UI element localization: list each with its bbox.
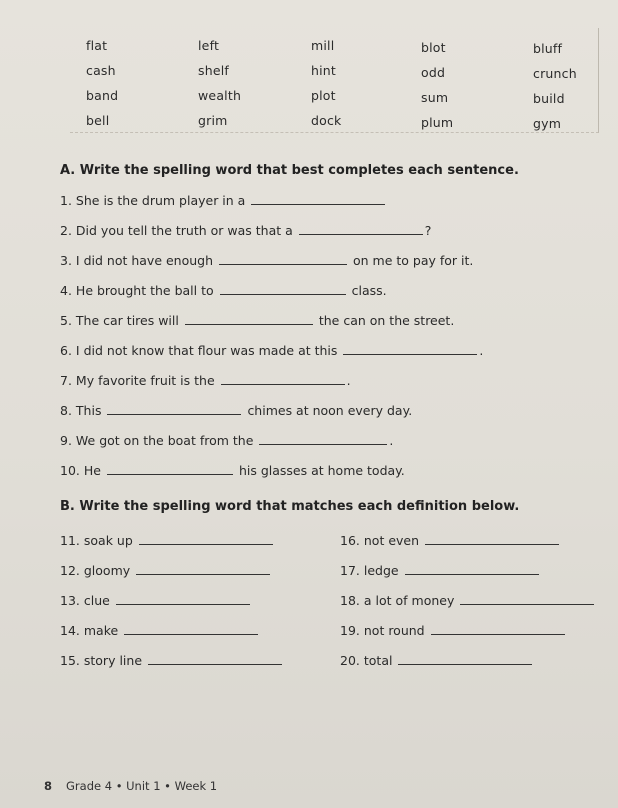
definition-item: 14. make xyxy=(60,623,260,638)
answer-blank[interactable] xyxy=(425,534,559,545)
answer-blank[interactable] xyxy=(124,624,258,635)
definition-item: 12. gloomy xyxy=(60,563,272,578)
answer-blank[interactable] xyxy=(259,434,387,445)
section-a-heading: A. Write the spelling word that best completes each sentence. xyxy=(60,163,519,178)
spelling-word: shelf xyxy=(198,63,229,78)
definition-item: 17. ledge xyxy=(340,563,541,578)
sentence-item: 2. Did you tell the truth or was that a ? xyxy=(60,223,432,238)
answer-blank[interactable] xyxy=(220,284,346,295)
sentence-item: 8. This chimes at noon every day. xyxy=(60,403,413,418)
answer-blank[interactable] xyxy=(299,224,423,235)
answer-blank[interactable] xyxy=(431,624,565,635)
spelling-word: band xyxy=(86,88,119,103)
spelling-word: bluff xyxy=(533,41,563,56)
spelling-word: plot xyxy=(311,88,336,103)
spelling-word: sum xyxy=(421,90,449,105)
page-footer xyxy=(44,779,217,793)
definition-item: 19. not round xyxy=(340,623,567,638)
sentence-item: 10. He his glasses at home today. xyxy=(60,463,405,478)
answer-blank[interactable] xyxy=(221,374,345,385)
answer-blank[interactable] xyxy=(139,534,273,545)
answer-blank[interactable] xyxy=(405,564,539,575)
answer-blank[interactable] xyxy=(107,404,241,415)
sentence-item: 3. I did not have enough on me to pay for it. xyxy=(60,253,474,268)
sentence-item: 9. We got on the boat from the . xyxy=(60,433,394,448)
spelling-word: grim xyxy=(198,113,228,128)
spelling-word: flat xyxy=(86,38,108,53)
spelling-word: gym xyxy=(533,116,562,131)
sentence-item: 7. My favorite fruit is the . xyxy=(60,373,351,388)
answer-blank[interactable] xyxy=(116,594,250,605)
sentence-item: 4. He brought the ball to class. xyxy=(60,283,387,298)
spelling-word: hint xyxy=(311,63,337,78)
spelling-word: plum xyxy=(421,115,454,130)
spelling-word: blot xyxy=(421,40,446,55)
page-number: 8 xyxy=(44,779,53,793)
sentence-item: 6. I did not know that flour was made at this . xyxy=(60,343,484,358)
answer-blank[interactable] xyxy=(251,194,385,205)
definition-item: 15. story line xyxy=(60,653,284,668)
answer-blank[interactable] xyxy=(460,594,594,605)
definition-item: 16. not even xyxy=(340,533,561,548)
spelling-word: left xyxy=(198,38,220,53)
sentence-item: 5. The car tires will the can on the street. xyxy=(60,313,455,328)
answer-blank[interactable] xyxy=(219,254,347,265)
answer-blank[interactable] xyxy=(148,654,282,665)
spelling-word: crunch xyxy=(533,66,577,81)
spelling-word: wealth xyxy=(198,88,242,103)
spelling-word: mill xyxy=(311,38,335,53)
definition-item: 11. soak up xyxy=(60,533,275,548)
section-b-heading: B. Write the spelling word that matches each definition below. xyxy=(60,499,520,514)
spelling-word: build xyxy=(533,91,565,106)
answer-blank[interactable] xyxy=(136,564,270,575)
spelling-word: odd xyxy=(421,65,446,80)
definition-item: 20. total xyxy=(340,653,534,668)
footer-label: Grade 4 • Unit 1 • Week 1 xyxy=(66,779,218,793)
answer-blank[interactable] xyxy=(107,464,233,475)
definition-item: 18. a lot of money xyxy=(340,593,596,608)
definition-item: 13. clue xyxy=(60,593,252,608)
sentence-item: 1. She is the drum player in a xyxy=(60,193,387,208)
answer-blank[interactable] xyxy=(343,344,477,355)
spelling-word: dock xyxy=(311,113,342,128)
spelling-word: bell xyxy=(86,113,110,128)
spelling-word: cash xyxy=(86,63,116,78)
answer-blank[interactable] xyxy=(185,314,313,325)
answer-blank[interactable] xyxy=(398,654,532,665)
